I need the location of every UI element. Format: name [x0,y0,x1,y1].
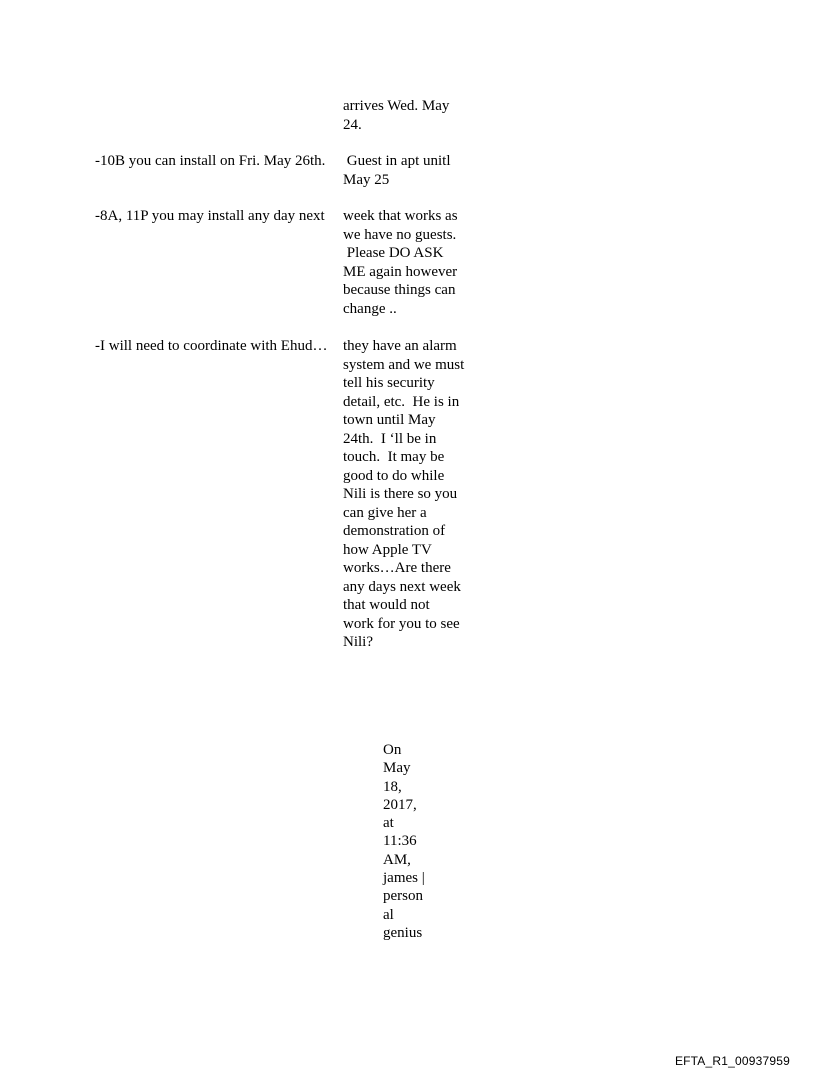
text-line: Nili is there so you [343,486,458,502]
text-line: demonstration of [343,523,446,539]
text-line: 2017, [383,796,417,813]
text-line: On [383,742,402,758]
entry-right-text [343,207,478,318]
entry-right-text [343,152,478,189]
text-line: arrives Wed. May [343,98,450,114]
text-line: AM, [383,851,411,868]
text-line: how Apple TV [343,541,432,558]
text-line: Nili? [343,634,373,650]
text-line: we have no guests. [343,226,457,243]
text-line: genius [383,924,423,941]
text-line: May 25 [343,171,390,188]
text-line: at [383,815,394,832]
text-line: town until May [343,412,436,428]
text-line: touch. It may be [343,449,445,465]
quoted-reply-header [383,741,433,942]
text-line: because things can [343,282,456,298]
entry-right-text [343,337,478,652]
text-line: detail, etc. He is in [343,393,460,410]
text-line: week that works as [343,208,458,224]
text-line: tell his security [343,375,435,391]
text-line: good to do while [343,467,445,484]
text-line: Please DO ASK [343,245,444,261]
text-line: they have an alarm [343,338,457,354]
text-line: that would not [343,597,430,613]
entry-left-text: -10B you can install on Fri. May 26th. [95,153,326,169]
text-line: work for you to see [343,615,460,632]
entry-right-text [343,97,478,134]
text-line: can give her a [343,504,427,521]
entry-left-text: -I will need to coordinate with Ehud… [95,338,328,354]
text-line: 24. [343,116,362,133]
entry-left-text: -8A, 11P you may install any day next [95,208,325,224]
text-line: ME again however [343,263,458,280]
text-line: May [383,760,411,777]
text-line: al [383,906,394,923]
text-line: 24th. I ‘ll be in [343,430,437,447]
text-line: system and we must [343,356,465,373]
text-line: 18, [383,778,402,795]
text-line: works…Are there [343,560,451,576]
text-line: Guest in apt unitl [343,153,451,169]
document-id-footer: EFTA_R1_00937959 [674,1054,790,1068]
text-line: person [383,888,423,905]
text-line: james | [383,870,425,887]
text-line: change .. [343,300,397,317]
text-line: any days next week [343,578,461,595]
text-line: 11:36 [383,833,417,850]
